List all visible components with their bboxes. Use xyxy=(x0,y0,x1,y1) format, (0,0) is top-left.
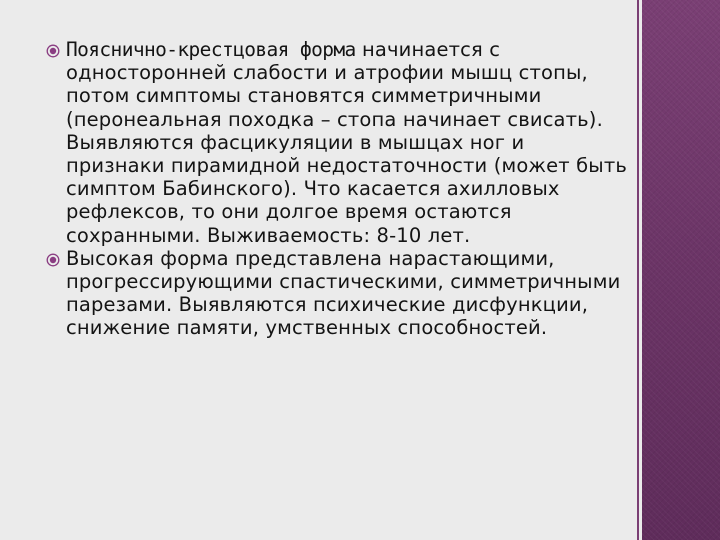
slide-body xyxy=(44,38,629,340)
bullet-item-lumbosacral xyxy=(44,38,629,247)
decorative-side-panel xyxy=(642,0,720,540)
circled-bullet-icon xyxy=(46,44,60,58)
bullet-body-text: Высокая форма представлена нарастающими, прогрессирующими спастическими, симметричными парезами. Выявляются психические дисфункции, снижение памяти, умственных способностей. xyxy=(66,246,621,340)
circled-bullet-icon xyxy=(46,253,60,267)
bullet-lead-text: Пояснично-крестцовая форма xyxy=(66,38,356,61)
bullet-item-high-form xyxy=(44,247,629,340)
side-panel-divider xyxy=(637,0,639,540)
bullet-body-text: начинается с односторонней слабости и атрофии мышц стопы, потом симптомы становятся симметричными (перонеальная походка – стопа начинает свисать). Выявляются фасцикуляции в мышцах ног и признаки пирамидной недостаточности (может быть симптом Бабинского). Что касается ахилловых рефлексов, то они долгое время остаются сохранными. Выживаемость: 8-10 лет. xyxy=(66,38,628,247)
